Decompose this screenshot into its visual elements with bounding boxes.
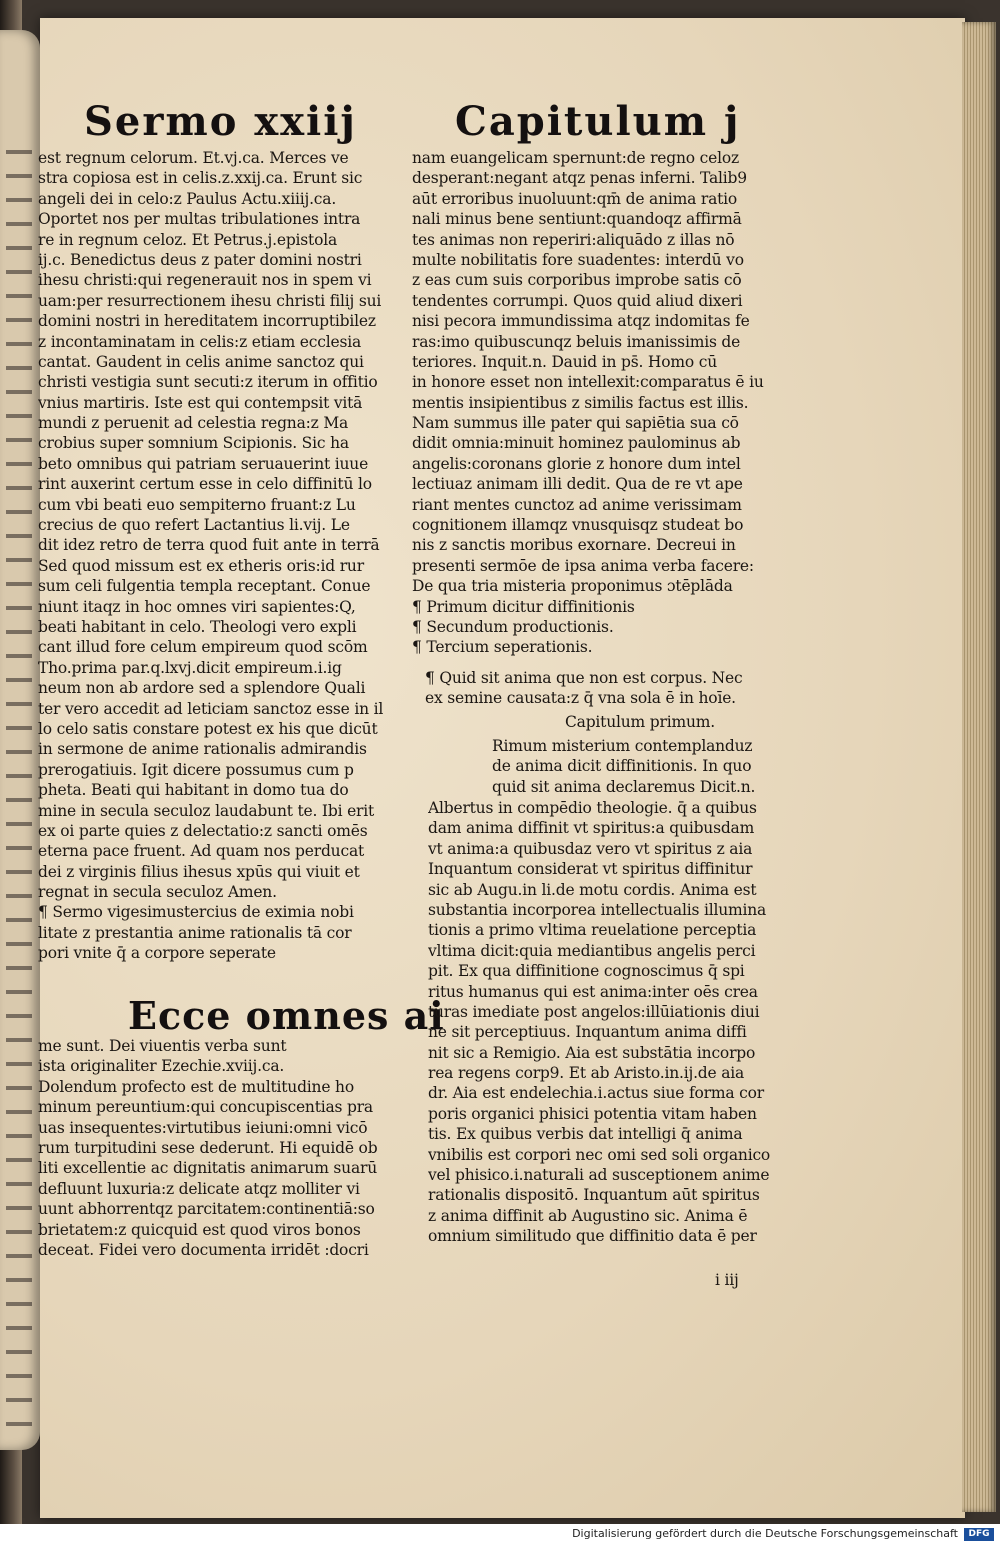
text-line: multe nobilitatis fore suadentes: interdū vo xyxy=(412,250,744,269)
text-line: stra copiosa est in celis.z.xxij.ca. Erunt sic xyxy=(38,169,363,188)
text-line: vt anima:a quibusdaz vero vt spiritus z aia xyxy=(428,839,753,858)
text-line: pheta. Beati qui habitant in domo tua do xyxy=(38,781,349,800)
text-line: beto omnibus qui patriam seruauerint iuue xyxy=(38,454,369,473)
text-line: me sunt. Dei viuentis verba sunt xyxy=(38,1037,287,1055)
text-line: Rimum misterium contemplanduz xyxy=(492,737,753,755)
text-line: presenti sermōe de ipsa anima verba facere: xyxy=(412,556,754,575)
text-line: z eas cum suis corporibus improbe satis cō xyxy=(412,271,742,290)
text-line: Dolendum profecto est de multitudine ho xyxy=(38,1077,354,1096)
heading-capitulum: Capitulum j xyxy=(455,98,741,145)
text-line: Inquantum considerat vt spiritus diffinitur xyxy=(428,860,753,879)
text-line: Tho.prima par.q.lxvj.dicit empireum.i.ig xyxy=(38,658,342,677)
text-line: dei z virginis filius ihesus xpūs qui viuit et xyxy=(38,862,360,881)
text-line: sic ab Augu.in li.de motu cordis. Anima est xyxy=(428,880,757,899)
text-line: cognitionem illamqz vnusquisqz studeat bo xyxy=(412,516,744,535)
text-line: ¶ Primum dicitur diffinitionis xyxy=(412,597,635,616)
text-line: cant illud fore celum empireum quod scōm xyxy=(38,638,368,657)
left-column-top xyxy=(38,148,383,964)
right-column-quaestio xyxy=(425,668,742,709)
text-line: minum pereuntium:qui concupiscentias pra xyxy=(38,1098,373,1117)
text-line: desperant:negant atqz penas inferni. Talib9 xyxy=(412,169,747,188)
text-line: dam anima diffinit vt spiritus:a quibusdam xyxy=(428,819,755,838)
text-line: turas imediate post angelos:illūiationis diui xyxy=(428,1002,760,1021)
text-line: de anima dicit diffinitionis. In quo xyxy=(492,757,752,776)
signature-mark: i iij xyxy=(715,1271,739,1289)
text-line: cantat. Gaudent in celis anime sanctoz qui xyxy=(38,352,364,371)
text-line: lectiuaz animam illi dedit. Qua de re vt ape xyxy=(412,475,743,494)
right-column-opening xyxy=(492,736,755,797)
text-line: regnat in secula seculoz Amen. xyxy=(38,883,277,902)
text-line: brietatem:z quicquid est quod viros bonos xyxy=(38,1220,361,1239)
text-line: didit omnia:minuit hominez paulominus ab xyxy=(412,434,741,453)
text-line: litate z prestantia anime rationalis tā cor xyxy=(38,923,352,942)
text-line: crobius super somnium Scipionis. Sic ha xyxy=(38,434,349,453)
text-line: ritus humanus qui est anima:inter oēs crea xyxy=(428,982,758,1001)
text-line: angelis:coronans glorie z honore dum intel xyxy=(412,454,741,473)
text-line: rum turpitudini sese dederunt. Hi equidē ob xyxy=(38,1138,378,1157)
text-line: cum vbi beati euo sempiterno fruant:z Lu xyxy=(38,495,356,514)
text-line: z incontaminatam in celis:z etiam ecclesia xyxy=(38,332,362,351)
text-line: ihesu christi:qui regenerauit nos in spem vi xyxy=(38,271,372,290)
text-line: deceat. Fidei vero documenta irridēt :docri xyxy=(38,1240,369,1259)
text-line: Oportet nos per multas tribulationes intra xyxy=(38,210,361,229)
text-line: quid sit anima declaremus Dicit.n. xyxy=(492,777,756,796)
text-line: nam euangelicam spernunt:de regno celoz xyxy=(412,149,739,167)
text-line: ¶ Secundum productionis. xyxy=(412,617,614,636)
text-line: mundi z peruenit ad celestia regna:z Ma xyxy=(38,414,349,433)
text-line: ij.c. Benedictus deus z pater domini nostri xyxy=(38,250,362,269)
text-line: ter vero accedit ad leticiam sanctoz esse in il xyxy=(38,699,384,718)
text-line: ista originaliter Ezechie.xviij.ca. xyxy=(38,1057,285,1076)
footer-bar xyxy=(0,1524,1000,1545)
text-line: christi vestigia sunt secuti:z iterum in offitio xyxy=(38,373,378,392)
text-line: in honore esset non intellexit:comparatus ē iu xyxy=(412,373,764,392)
text-line: omnium similitudo que diffinitio data ē per xyxy=(428,1227,757,1246)
text-line: rationalis dispositō. Inquantum aūt spiritus xyxy=(428,1186,760,1205)
text-line: ex oi parte quies z delectatio:z sancti omēs xyxy=(38,821,368,840)
text-line: pit. Ex qua diffinitione cognoscimus q̄ spi xyxy=(428,962,745,981)
text-line: domini nostri in hereditatem incorruptibilez xyxy=(38,312,376,331)
text-line: uunt abhorrentqz parcitatem:continentiā:so xyxy=(38,1200,375,1219)
text-line: tionis a primo vltima reuelatione perceptia xyxy=(428,921,757,940)
text-line: tes animas non reperiri:aliquādo z illas nō xyxy=(412,230,735,249)
text-line: nit sic a Remigio. Aia est substātia incorpo xyxy=(428,1043,756,1062)
text-line: nis z sanctis moribus exornare. Decreui in xyxy=(412,536,736,555)
text-line: rint auxerint certum esse in celo diffinitū lo xyxy=(38,475,372,494)
decorated-initial-ecce: Ecce omnes ai xyxy=(128,993,445,1038)
text-line: angeli dei in celo:z Paulus Actu.xiiij.ca. xyxy=(38,189,337,208)
heading-sermo: Sermo xxiij xyxy=(84,98,357,145)
text-line: uas insequentes:virtutibus ieiuni:omni vicō xyxy=(38,1118,368,1137)
text-line: niunt itaqz in hoc omnes viri sapientes:Q, xyxy=(38,597,356,616)
text-line: sum celi fulgentia templa receptant. Conue xyxy=(38,577,371,596)
text-line: crecius de quo refert Lactantius li.vij. Le xyxy=(38,516,350,535)
text-line: ne sit perceptiuus. Inquantum anima diffi xyxy=(428,1023,747,1042)
text-line: neum non ab ardore sed a splendore Quali xyxy=(38,679,366,698)
right-column-body xyxy=(428,798,770,1247)
text-line: ¶ Sermo vigesimustercius de eximia nobi xyxy=(38,903,354,922)
text-line: nisi pecora immundissima atqz indomitas fe xyxy=(412,312,750,331)
text-line: mentis insipientibus z similis factus est illis. xyxy=(412,393,749,412)
text-line: nali minus bene sentiunt:quandoqz affirmā xyxy=(412,210,742,229)
text-line: ¶ Tercium seperationis. xyxy=(412,638,593,657)
text-line: poris organici phisici potentia vitam haben xyxy=(428,1104,757,1123)
text-line: Sed quod missum est ex etheris oris:id rur xyxy=(38,556,364,575)
footer-credit: Digitalisierung gefördert durch die Deutsche Forschungsgemeinschaft xyxy=(572,1527,958,1540)
text-line: Albertus in compēdio theologie. q̄ a quibus xyxy=(428,799,757,817)
text-line: ex semine causata:z q̄ vna sola ē in hoīe. xyxy=(425,689,736,708)
text-line: liti excellentie ac dignitatis animarum suarū xyxy=(38,1159,377,1178)
text-line: ¶ Quid sit anima que non est corpus. Nec xyxy=(425,669,743,687)
facing-page-sliver xyxy=(0,30,40,1450)
text-line: Nam summus ille pater qui sapiētia sua cō xyxy=(412,414,739,433)
page-stack-edge xyxy=(962,22,996,1512)
text-line: z anima diffinit ab Augustino sic. Anima ē xyxy=(428,1206,748,1225)
text-line: uam:per resurrectionem ihesu christi filij sui xyxy=(38,291,382,310)
text-line: rea regens corp9. Et ab Aristo.in.ij.de aia xyxy=(428,1064,745,1083)
text-line: ras:imo quibuscunqz beluis imanissimis de xyxy=(412,332,741,351)
text-line: prerogatiuis. Igit dicere possumus cum p xyxy=(38,760,354,779)
text-line: pori vnite q̄ a corpore seperate xyxy=(38,944,276,963)
text-line: substantia incorporea intellectualis illumina xyxy=(428,900,767,919)
text-line: dr. Aia est endelechia.i.actus siue forma cor xyxy=(428,1084,764,1103)
text-line: tis. Ex quibus verbis dat intelligi q̄ anima xyxy=(428,1125,743,1144)
dfg-logo: DFG xyxy=(964,1528,994,1541)
text-line: vnius martiris. Iste est qui contempsit vitā xyxy=(38,393,363,412)
text-line: beati habitant in celo. Theologi vero expli xyxy=(38,617,357,636)
text-line: dit idez retro de terra quod fuit ante in terrā xyxy=(38,536,380,555)
text-line: lo celo satis constare potest ex his que dicūt xyxy=(38,719,378,738)
text-line: teriores. Inquit.n. Dauid in ps̄. Homo cū xyxy=(412,352,717,371)
text-line: mine in secula seculoz laudabunt te. Ibi erit xyxy=(38,801,375,820)
text-line: defluunt luxuria:z delicate atqz molliter vi xyxy=(38,1179,360,1198)
text-line: riant mentes cunctoz ad anime verissimam xyxy=(412,495,742,514)
text-line: vel phisico.i.naturali ad susceptionem anime xyxy=(428,1166,770,1185)
text-line: aūt erroribus inuoluunt:qm̄ de anima ratio xyxy=(412,189,738,208)
text-line: De qua tria misteria proponimus ɔtēplāda xyxy=(412,577,733,596)
text-line: in sermone de anime rationalis admirandis xyxy=(38,740,367,759)
text-line: vltima dicit:quia mediantibus angelis perci xyxy=(428,941,756,960)
text-line: tendentes corrumpi. Quos quid aliud dixeri xyxy=(412,291,743,310)
right-column-top xyxy=(412,148,764,658)
text-line: est regnum celorum. Et.vj.ca. Merces ve xyxy=(38,149,349,167)
chapter-title: Capitulum primum. xyxy=(565,713,715,731)
text-line: re in regnum celoz. Et Petrus.j.epistola xyxy=(38,230,338,249)
text-line: vnibilis est corpori nec omi sed soli organico xyxy=(428,1145,771,1164)
left-column-bottom xyxy=(38,1036,377,1260)
text-line: eterna pace fruent. Ad quam nos perducat xyxy=(38,842,365,861)
